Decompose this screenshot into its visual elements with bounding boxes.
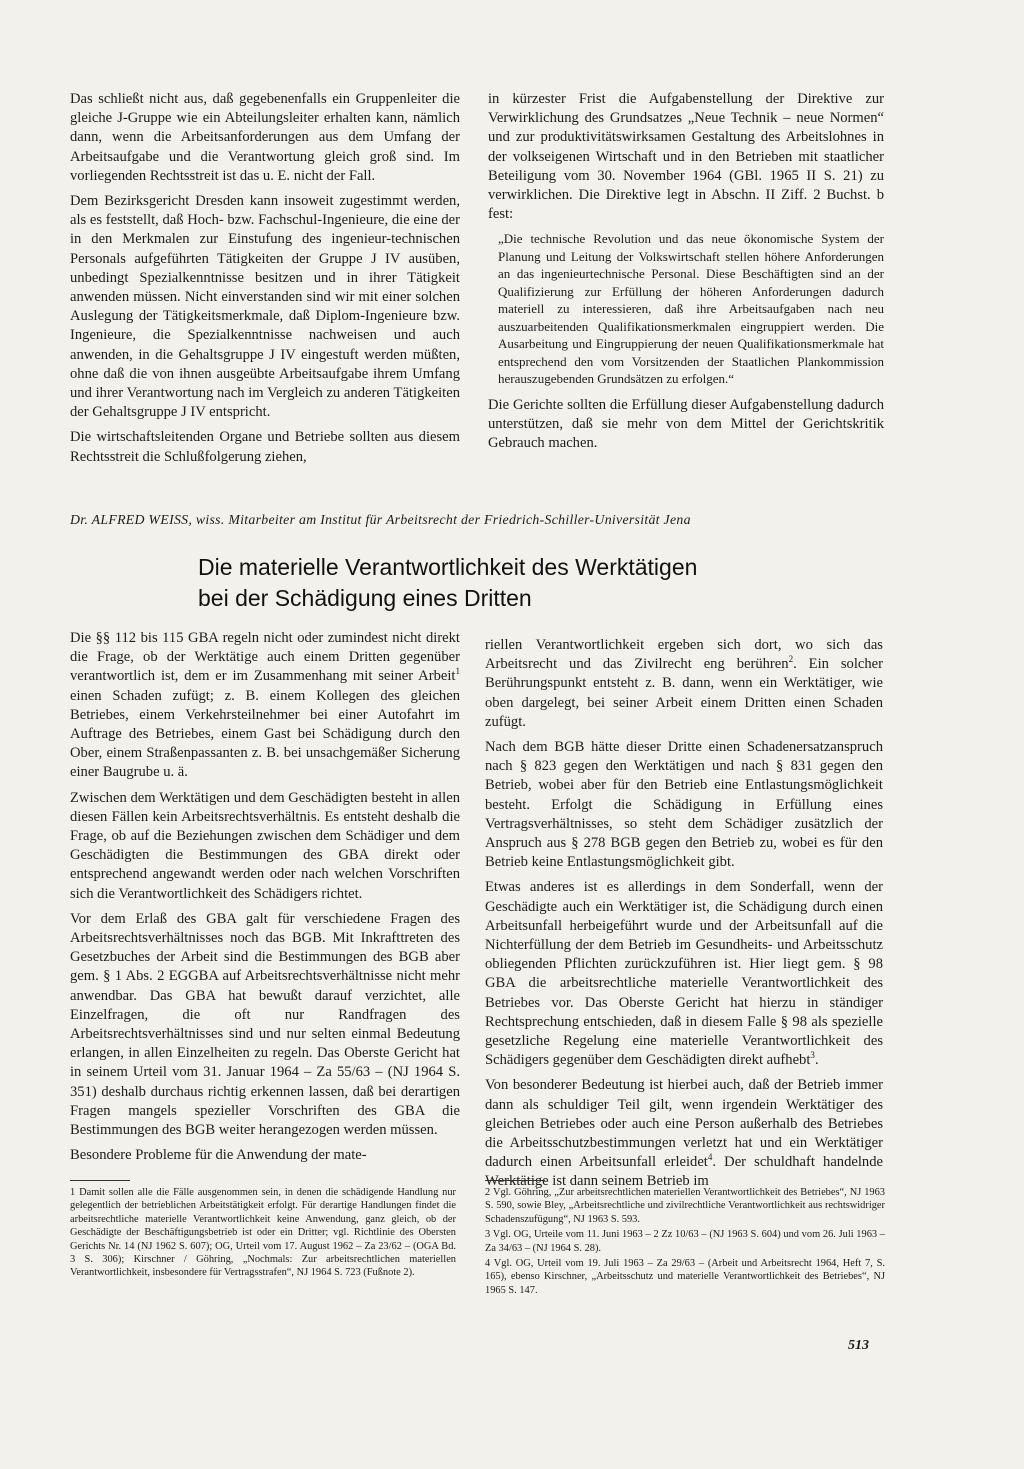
footnote: 2 Vgl. Göhring, „Zur arbeitsrechtlichen materiellen Verantwortlichkeit des Betriebes“, NJ 1963 S. 590, sowie Bley, „Arbeitsrechtliche und zivilrechtliche Verantwortlichkeit aus rechtswidriger Schadenszufügung“, NJ 1963 S. 593. (485, 1187, 885, 1225)
footnote-ref: 1 (455, 666, 460, 677)
text-run: Etwas anderes ist es allerdings in dem Sonderfall, wenn der Geschädigte auch ein Werktätiger ist, die Schädigung durch einen Arbeitsunfall herbeigeführt wurde und der Arbeitsunfall auf die Nichterfüllung der dem Betrieb im Gesundheits- und Arbeitsschutz obliegenden Pflichten zurückzuführen ist. Hier liegt gem. § 98 GBA die arbeitsrechtliche materielle Verantwortlichkeit des Betriebes vor. Das Oberste Gericht hat hierzu in ständiger Rechtsprechung entschieden, daß in diesem Falle § 98 als spezielle gesetzliche Regelung eine materielle Verantwortlichkeit des Schädigers gegenüber dem Geschädigten direkt aufhebt (485, 879, 883, 1069)
footnote-ref: 4 (707, 1152, 713, 1163)
directive-quote: „Die technische Revolution und das neue ökonomische System der Planung und Leitung der Volkswirtschaft stellen höhere Anforderungen an das ingenieurtechnische Personal. Diese Beschäftigten sind an der Qualifizierung zur Erfüllung der höheren Anforderungen dadurch materiell zu interessieren, daß ihre Arbeitsaufgaben nach neu auszuarbeitenden Qualifikationsmerkmalen eingruppiert werden. Die Ausarbeitung und Eingruppierung der neuen Qualifikationsmerkmale hat entsprechend den vom Vorsitzenden der Staatlichen Plankommission herauszugebenden Grundsätzen zu erfolgen.“ (498, 231, 884, 387)
footnote-divider (485, 1180, 545, 1181)
top-right-column (488, 90, 884, 460)
bottom-left-column (70, 629, 460, 1171)
paragraph: Besondere Probleme für die Anwendung der mate- (70, 1147, 367, 1164)
paragraph: Dem Bezirksgericht Dresden kann insoweit zugestimmt werden, als es feststellt, daß Hoch- bzw. Fachschul-Ingenieure, die eine der in den Merkmalen zur Einstufung des ingenieur-technischen Personals aufgeführten Tätigkeiten der Gruppe J IV ausüben, unbedingt Spezialkenntnisse besitzen und in ihrer Tätigkeit anwenden müssen. Nicht einverstanden sind wir mit einer solchen Auslegung der Tätigkeitsmerkmale, daß Diplom-Ingenieure bzw. Ingenieure, die Spezialkenntnisse nachweisen und auch anwenden, in die Gehaltsgruppe J IV eingestuft werden müßten, ohne daß die von ihnen ausgeübte Arbeitsaufgabe ihrem Umfang und ihrer Verantwortung nach im Vergleich zu anderen Tätigkeiten der Gehaltsgruppe J IV entspricht. (70, 193, 460, 421)
text-run: . Ein solcher Berührungspunkt entsteht z. B. dann, wenn ein Werktätiger, wie oben dargelegt, bei seiner Arbeit einem Dritten einen Schaden zufügt. (485, 656, 883, 730)
paragraph (70, 629, 460, 783)
text-run: riellen Verantwortlichkeit ergeben sich dort, wo sich das Arbeitsrecht und das Zivilrecht eng berühren (485, 637, 883, 673)
text-run: . Der schuldhaft handelnde Werktätige ist dann seinem Betrieb im (485, 1154, 884, 1190)
footnote-ref: 2 (788, 654, 794, 665)
headline-line-2: bei der Schädigung eines Dritten (198, 585, 532, 611)
paragraph: Nach dem BGB hätte dieser Dritte einen Schadenersatzanspruch nach § 823 gegen den Werktätigen und nach § 831 gegen den Betrieb, wobei aber für den Betrieb eine Entlastungsmöglichkeit besteht. Erfolgt die Schädigung in Erfüllung eines Vertragsverhältnisses, so steht dem Schädiger zusätzlich der Anspruch aus § 278 BGB gegen den Betrieb zu, wobei es für den Betrieb keine Entlastungsmöglichkeit gibt. (485, 739, 883, 871)
footnote-divider (70, 1180, 130, 1181)
paragraph: Das schließt nicht aus, daß gegebenenfalls ein Gruppenleiter die gleiche J-Gruppe wie ein Abteilungsleiter erhalten kann, nämlich dann, wenn die Arbeitsanforderungen aus dem Umfang der Arbeitsaufgabe und die Verantwortung gleich groß sind. Im vorliegenden Rechtsstreit ist das u. E. nicht der Fall. (70, 91, 460, 184)
text-run: einen Schaden zufügt; z. B. einem Kollegen des gleichen Betriebes, einem Verkehrsteilnehmer bei einer Autofahrt im Auftrage des Betriebes, einem Gast bei Schädigung durch den Ober, einem Straßenpassanten z. B. bei unsachgemäßer Sicherung einer Baugrube u. ä. (70, 687, 460, 781)
top-left-column (70, 90, 460, 473)
headline-line-1: Die materielle Verantwortlichkeit des Werktätigen (198, 554, 698, 580)
paragraph (485, 878, 883, 1070)
paragraph: Die wirtschaftsleitenden Organe und Betriebe sollten aus diesem Rechtsstreit die Schlußfolgerung ziehen, (70, 429, 460, 465)
paragraph: Zwischen dem Werktätigen und dem Geschädigten besteht in allen diesen Fällen kein Arbeitsrechtsverhältnis. Es entsteht deshalb die Frage, ob auf die Beziehungen zwischen dem Schädiger und dem Geschädigten die Bestimmungen des GBA direkt oder entsprechend angewandt werden oder nach welchen Vorschriften sich die Verantwortlichkeit des Schädigers richtet. (70, 789, 460, 902)
article-headline (198, 552, 838, 614)
footnote: 1 Damit sollen alle die Fälle ausgenommen sein, in denen die schädigende Handlung nur gelegentlich der betrieblichen Arbeitstätigkeit erfolgt. Für derartige Handlungen findet die arbeitsrechtliche materielle Verantwortlichkeit keine Anwendung, ganz gleich, ob der Geschädigte der Beschäftigungsbetrieb ist oder ein Dritter; vgl. Richtlinie des Obersten Gerichts Nr. 14 (NJ 1962 S. 607); OG, Urteil vom 17. August 1962 – Za 23/62 – (OGA Bd. 3 S. 306); Kirschner / Göhring, „Nochmals: Zur arbeitsrechtlichen materiellen Verantwortlichkeit, insbesondere für Vertragsstrafen“, NJ 1964 S. 723 (Fußnote 2). (70, 1187, 456, 1279)
footnote: 3 Vgl. OG, Urteile vom 11. Juni 1963 – 2 Zz 10/63 – (NJ 1963 S. 604) und vom 26. Juli 1963 – Za 34/63 – (NJ 1964 S. 28). (485, 1229, 885, 1254)
text-run: Die §§ 112 bis 115 GBA regeln nicht oder zumindest nicht direkt die Frage, ob der Werktätige auch einem Dritten gegenüber verantwortlich ist, dem er im Zusammenhang mit seiner Arbeit (70, 630, 460, 685)
footnotes-left (70, 1186, 456, 1282)
paragraph: in kürzester Frist die Aufgabenstellung der Direktive zur Verwirklichung des Grundsatzes „Neue Technik – neue Normen“ und zur produktivitätswirksamen Gestaltung des Arbeitslohnes in der volkseigenen Wirtschaft und in den Betrieben mit staatlicher Beteiligung vom 30. November 1964 (GBl. 1965 II S. 21) zu verwirklichen. Die Direktive legt in Abschn. II Ziff. 2 Buchst. b fest: (488, 91, 884, 223)
paragraph: Vor dem Erlaß des GBA galt für verschiedene Fragen des Arbeitsrechtsverhältnisses noch das BGB. Mit Inkrafttreten des Gesetzbuches der Arbeit sind die Bestimmungen des BGB aber gem. § 1 Abs. 2 EGGBA auf Arbeitsrechtsverhältnisse nicht mehr anwendbar. Das GBA hat bewußt darauf verzichtet, alle Einzelfragen, die oft nur Randfragen des Arbeitsrechtsverhältnisses sind und nur selten einmal Bedeutung erlangen, in allen Einzelheiten zu regeln. Das Oberste Gericht hat in seinem Urteil vom 31. Januar 1964 – Za 55/63 – (NJ 1964 S. 351) deshalb durchaus richtig erkennen lassen, daß bei derartigen Fragen mangels spezieller Vorschriften des GBA die Bestimmungen des BGB weiter herangezogen werden müssen. (70, 910, 460, 1139)
text-run: Von besonderer Bedeutung ist hierbei auch, daß der Betrieb immer dann als schuldiger Teil gilt, wenn irgendein Werktätiger des gleichen Betriebes oder auch eine Person außerhalb des Betriebes die Arbeitsschutzbestimmungen verletzt hat und ein Werktätiger dadurch einen Arbeitsunfall erleidet (485, 1077, 883, 1171)
paragraph: Die Gerichte sollten die Erfüllung dieser Aufgabenstellung dadurch unterstützen, daß sie mehr von dem Mittel der Gerichtskritik Gebrauch machen. (488, 396, 884, 452)
text-run: . (814, 1052, 819, 1069)
author-byline: Dr. ALFRED WEISS, wiss. Mitarbeiter am Institut für Arbeitsrecht der Friedrich-Schiller-Universität Jena (70, 512, 691, 527)
bottom-right-column (485, 636, 883, 1198)
page-number: 513 (848, 1338, 869, 1353)
footnote: 4 Vgl. OG, Urteil vom 19. Juli 1963 – Za 29/63 – (Arbeit und Arbeitsrecht 1964, Heft 7, S. 165), ebenso Kirschner, „Arbeitsschutz und materielle Verantwortlichkeit des Betriebes“, NJ 1965 S. 147. (485, 1258, 885, 1296)
paragraph (485, 1076, 883, 1191)
paragraph (485, 636, 883, 732)
footnotes-right (485, 1186, 885, 1299)
footnote-ref: 3 (810, 1050, 815, 1061)
